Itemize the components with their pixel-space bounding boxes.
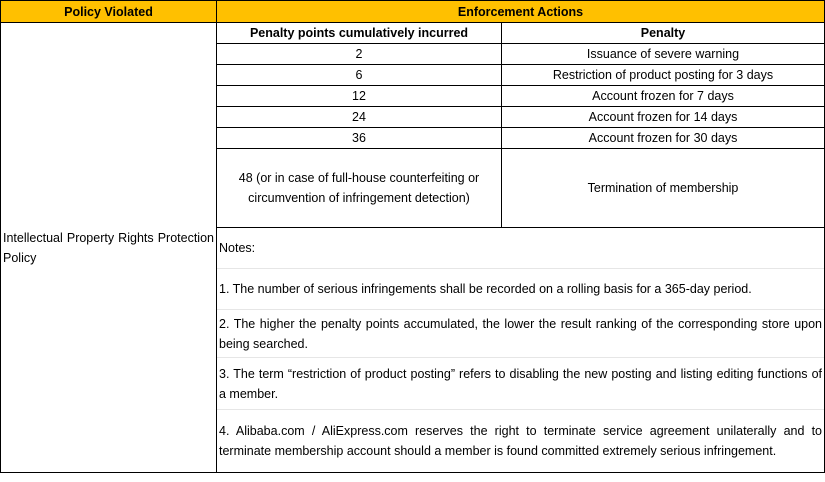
points-cell: 2 xyxy=(217,44,502,65)
penalty-cell: Account frozen for 14 days xyxy=(502,107,825,128)
subheader-row xyxy=(1,23,825,44)
points-cell: 48 (or in case of full-house counterfeiting or circumvention of infringement detection) xyxy=(217,149,502,228)
note-item: 4. Alibaba.com / AliExpress.com reserves the right to terminate service agreement unilaterally and to terminate membership account should a member is found committed extremely serious infringement. xyxy=(219,424,823,458)
points-cell: 24 xyxy=(217,107,502,128)
points-cell: 36 xyxy=(217,128,502,149)
header-policy-violated: Policy Violated xyxy=(1,1,217,23)
note-item: 3. The term “restriction of product posting” refers to disabling the new posting and listing editing functions of a member. xyxy=(217,358,824,410)
header-penalty-points: Penalty points cumulatively incurred xyxy=(217,23,502,44)
notes-cell xyxy=(217,228,825,473)
notes-heading: Notes: xyxy=(217,228,824,269)
note-item: 1. The number of serious infringements shall be recorded on a rolling basis for a 365-day period. xyxy=(217,269,824,310)
policy-name: Intellectual Property Rights Protection Policy xyxy=(3,230,214,265)
header-penalty: Penalty xyxy=(502,23,825,44)
penalty-cell: Restriction of product posting for 3 days xyxy=(502,65,825,86)
note-item: 2. The higher the penalty points accumulated, the lower the result ranking of the corresponding store upon being searched. xyxy=(217,310,824,358)
header-enforcement-actions: Enforcement Actions xyxy=(217,1,825,23)
points-cell: 6 xyxy=(217,65,502,86)
policy-cell xyxy=(1,23,217,473)
penalty-cell: Account frozen for 30 days xyxy=(502,128,825,149)
header-row xyxy=(1,1,825,23)
penalty-cell: Account frozen for 7 days xyxy=(502,86,825,107)
penalty-cell: Issuance of severe warning xyxy=(502,44,825,65)
penalty-cell: Termination of membership xyxy=(502,149,825,228)
points-cell: 12 xyxy=(217,86,502,107)
